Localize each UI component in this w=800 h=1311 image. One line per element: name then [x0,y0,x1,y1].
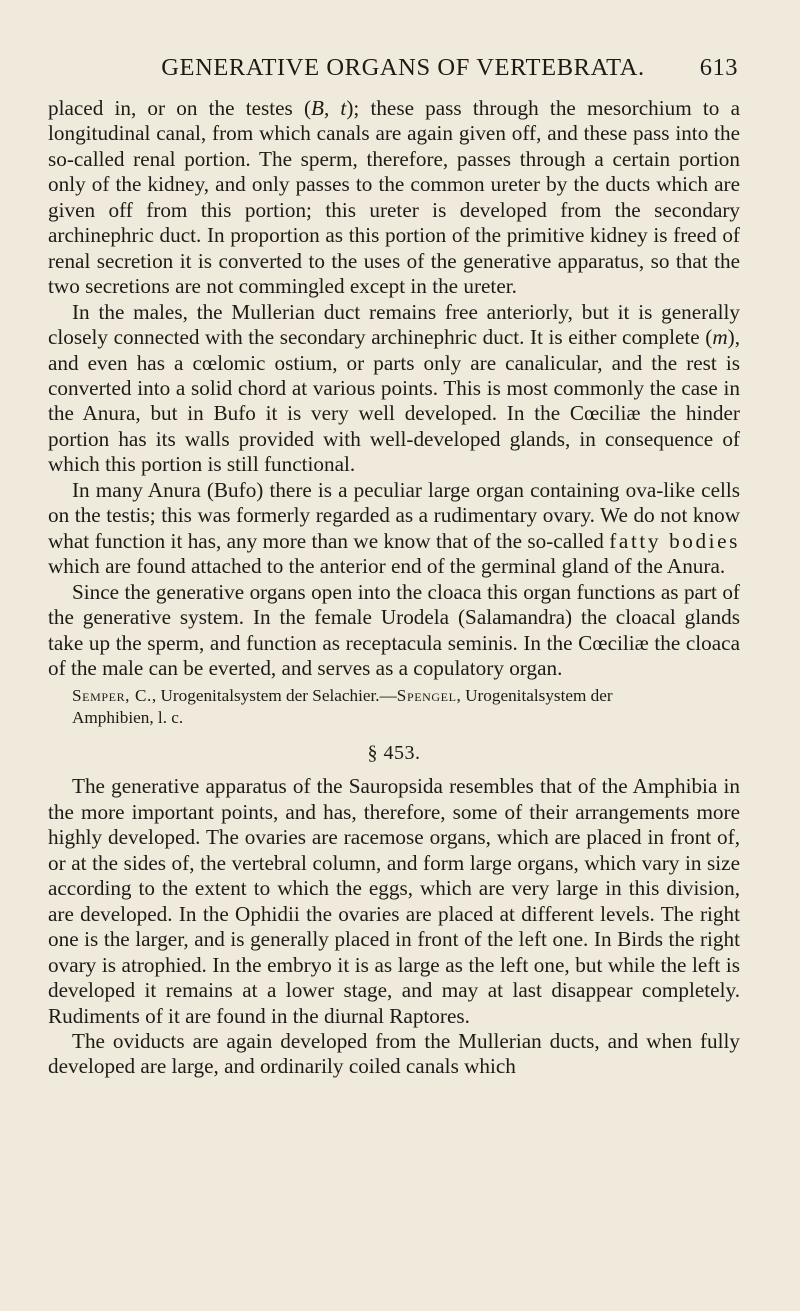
running-title: GENERATIVE ORGANS OF VERTEBRATA. [161,54,645,81]
figure-reference: B, t [311,96,347,120]
paragraph-1-text-a: placed in, or on the testes ( [48,96,312,120]
emphasis-fatty-bodies: fatty bodies [609,528,741,553]
paragraph-3-text-b: which are found attached to the anterior end of the germinal gland of the Anura. [48,554,726,579]
paragraph-2-text-a: In the males, the Mullerian duct remains free anteriorly, but it is generally closely connected with the secondary archinephric duct. It is either complete ( [48,299,740,350]
reference-text-1: , Urogenitalsystem der Selachier.— [151,686,397,706]
paragraph-1 [48,96,740,300]
page-number: 613 [699,54,738,81]
paragraph-6: The oviducts are again developed from the Mullerian ducts, and when fully developed are large, and ordinarily coiled canals which [48,1028,740,1079]
running-head [68,54,738,84]
paragraph-1-text-b: ); these pass through the mesorchium to a longitudinal canal, from which canals are again given off, and these pass into the so-called renal portion. The sperm, therefore, passes through a certain portion only of the kidney, and only passes to the common ureter by the ducts which are given off from this portion; this ureter is developed from the secondary archinephric duct. In proportion as this portion of the primitive kidney is freed of renal secretion it is converted to the uses of the generative apparatus, so that the two secretions are not commingled except in the ureter. [48,96,740,299]
paragraph-3 [48,478,740,580]
paragraph-4: Since the generative organs open into the cloaca this organ functions as part of the generative system. In the female Urodela (Salamandra) the cloacal glands take up the sperm, and function as receptacula seminis. In the Cœciliæ the cloaca of the male can be everted, and serves as a copulatory organ. [48,579,740,680]
section-heading: § 453. [367,742,421,765]
bibliography-reference [48,685,740,728]
figure-reference: m [712,325,728,350]
paragraph-2-text-b: ), and even has a cœlomic ostium, or parts only are canalicular, and the rest is converted into a solid chord at various points. This is most commonly the case in the Anura, but in Bufo it is very well developed. In the Cœciliæ the hinder portion has its walls provided with well-developed glands, in consequence of which this portion is still functional. [48,325,740,477]
paragraph-3-text-a: In many Anura (Bufo) there is a peculiar large organ containing ova-like cells on the testis; this was formerly regarded as a rudimentary ovary. We do not know what function it has, any more than we know that of the so-called [48,477,740,553]
reference-author-1: Semper, C. [72,686,152,706]
reference-text-2: , Urogenitalsystem der [456,686,613,706]
paragraph-5: The generative apparatus of the Sauropsida resembles that of the Amphibia in the more important points, and has, therefore, some of their arrangements more highly developed. The ovaries are racemose organs, which are placed in front of, or at the sides of, the vertebral column, and form large organs, which vary in size according to the extent to which the eggs, which are very large in this division, are developed. In the Ophidii the ovaries are placed at different levels. The right one is the larger, and is generally placed in front of the left one. In Birds the right ovary is atrophied. In the embryo it is as large as the left one, but while the left is developed it remains at a lower stage, and may at last disappear completely. Rudiments of it are found in the diurnal Raptores. [48,774,740,1028]
reference-author-2: Spengel [396,686,457,706]
paragraph-2 [48,300,740,478]
reference-line-2: Amphibien, l. c. [72,707,184,727]
body-text [48,96,740,1080]
